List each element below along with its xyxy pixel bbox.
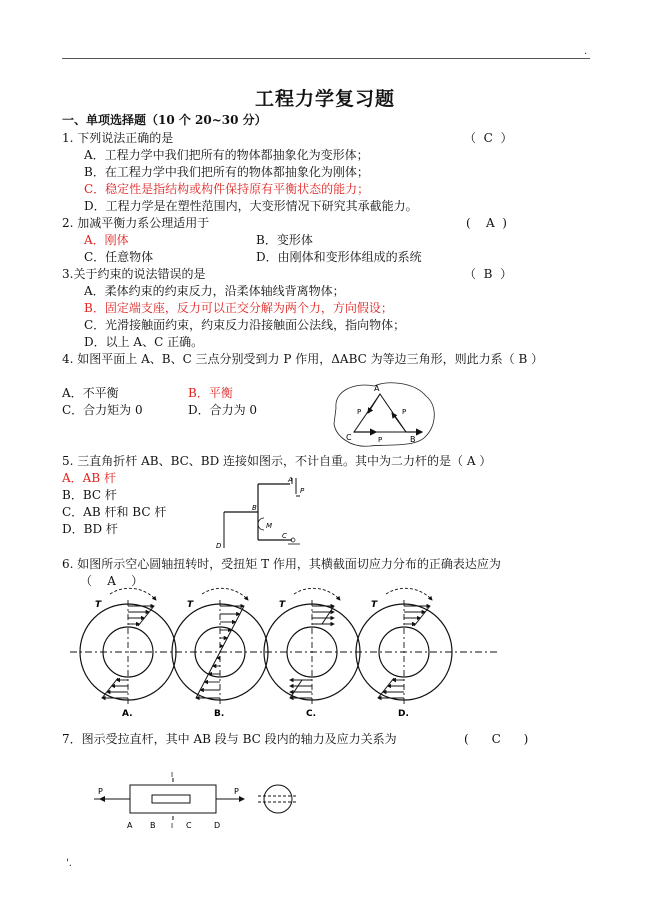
q4-label-p2: P (402, 408, 407, 416)
q6-option-label-1: A. (122, 709, 133, 719)
q7-label-p-left: P (98, 787, 103, 796)
q5-option-b: B．BC 杆 (62, 488, 117, 502)
q1-option-d: D．工程力学是在塑性范围内，大变形情况下研究其承截能力。 (84, 199, 418, 213)
q5-option-c: C．AB 杆和 BC 杆 (62, 505, 167, 519)
q4-triangle-figure (326, 378, 446, 450)
q6-option-label-3: C. (306, 709, 317, 719)
q5-label-d: D (216, 542, 222, 550)
q7-label-i-top: I (171, 771, 174, 779)
q5-label-m: M (266, 522, 273, 530)
q2-answer: ( A ) (466, 216, 507, 230)
q6-answer: （ A ） (80, 574, 144, 588)
section-heading: 一、单项选择题（10 个 20~30 分） (62, 113, 267, 127)
header-rule (62, 58, 590, 59)
q4-option-a: A．不平衡 (62, 386, 119, 400)
q7-label-i-bottom: I (171, 822, 174, 830)
q5-option-d: D．BD 杆 (62, 522, 118, 536)
q4-label-c: C (346, 433, 352, 442)
q5-label-a: A (288, 476, 293, 484)
q1-option-a: A．工程力学中我们把所有的物体都抽象化为变形体； (84, 148, 369, 162)
q2-option-b: B．变形体 (256, 233, 313, 247)
q3-answer: （ B ） (464, 267, 513, 281)
q6-torque-label-4: T (371, 600, 378, 610)
q3-option-c: C．光滑接触面约束，约束反力沿接触面公法线，指向物体； (84, 318, 406, 332)
q4-stem: 4. 如图平面上 A、B、C 三点分别受到力 P 作用，ΔABC 为等边三角形，则此力系（ B ） (62, 352, 544, 366)
q2-stem: 2. 加减平衡力系公理适用于 (62, 216, 210, 230)
q7-stem: 7．图示受拉直杆，其中 AB 段与 BC 段内的轴力及应力关系为 (62, 732, 397, 746)
q7-label-c: C (186, 821, 192, 830)
q4-option-c: C．合力矩为 0 (62, 403, 143, 417)
q1-answer: （ C ） (464, 131, 513, 145)
q4-label-a: A (374, 384, 380, 393)
q6-torque-label-2: T (187, 600, 194, 610)
q6-torque-label-3: T (279, 600, 286, 610)
q3-option-a: A．柔体约束的约束反力，沿柔体轴线背离物体； (84, 284, 345, 298)
q4-option-d: D．合力为 0 (188, 403, 258, 417)
q6-stem: 6. 如图所示空心圆轴扭转时，受扭矩 T 作用，其横截面切应力分布的正确表达应为 (62, 557, 501, 571)
q5-label-b: B (252, 504, 257, 512)
q5-label-c: C (282, 532, 287, 540)
q3-stem: 3.关于约束的说法错误的是 (62, 267, 206, 281)
q2-option-c: C．任意物体 (84, 250, 154, 264)
q5-frame-figure (214, 476, 314, 550)
q7-label-b: B (150, 821, 156, 830)
q4-label-p3: P (378, 436, 383, 444)
q3-option-b: B．固定端支座，反力可以正交分解为两个力，方向假设； (84, 301, 393, 315)
q6-torque-label-1: T (95, 600, 102, 610)
corner-mark: . (584, 46, 588, 57)
q3-option-d: D．以上 A、C 正确。 (84, 335, 204, 349)
q7-label-p-right: P (234, 787, 239, 796)
page-title: 工程力学复习题 (254, 88, 395, 110)
q7-label-a: A (127, 821, 133, 830)
q4-label-p1: P (357, 408, 362, 416)
q7-answer: ( C ) (464, 732, 529, 746)
q1-stem: 1. 下列说法正确的是 (62, 131, 174, 145)
q6-option-label-4: D. (398, 709, 409, 719)
q2-option-d: D．由刚体和变形体组成的系统 (256, 250, 422, 264)
q4-option-b: B．平衡 (188, 386, 233, 400)
q6-shaft-figure (70, 594, 500, 720)
q6-option-label-2: B. (214, 709, 225, 719)
q1-option-c: C．稳定性是指结构或构件保持原有平衡状态的能力； (84, 182, 370, 196)
q5-option-a: A．AB 杆 (62, 471, 116, 485)
corner-mark-bottom: '. (66, 858, 72, 869)
q2-option-a: A．刚体 (84, 233, 129, 247)
q4-label-b: B (410, 435, 416, 444)
q1-option-b: B．在工程力学中我们把所有的物体都抽象化为刚体； (84, 165, 369, 179)
q5-label-p: P (300, 487, 305, 495)
q5-stem: 5. 三直角折杆 AB、BC、BD 连接如图示，不计自重。其中为二力杆的是（ A ） (62, 454, 492, 468)
q7-label-d: D (214, 821, 221, 830)
q7-bar-figure (94, 770, 314, 832)
